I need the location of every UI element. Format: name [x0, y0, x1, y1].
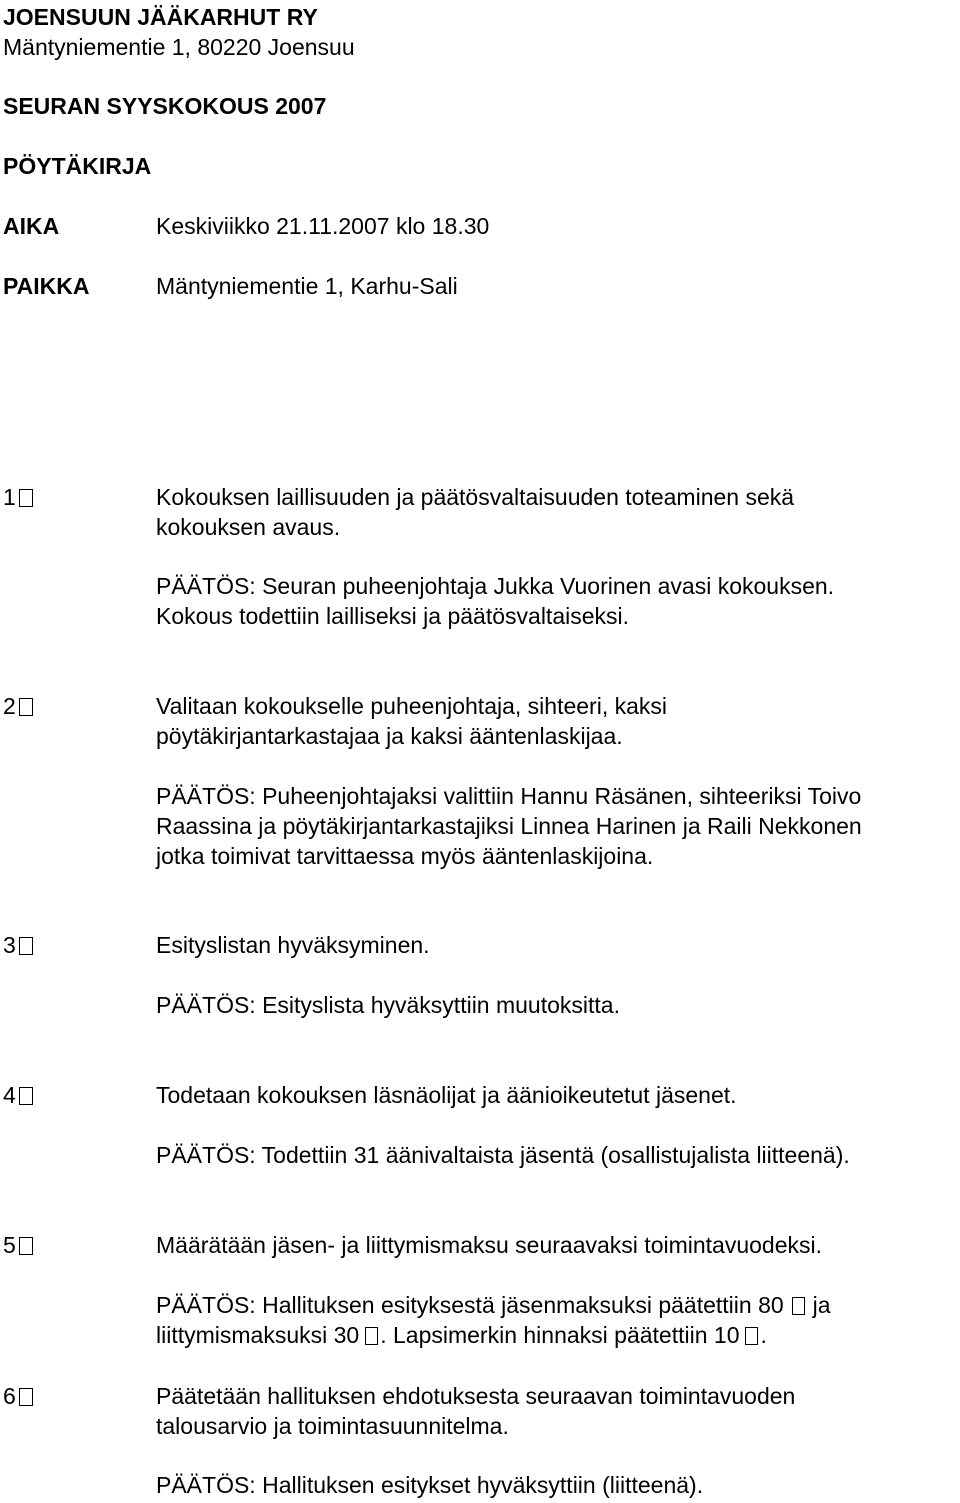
item-number: 6: [3, 1381, 33, 1411]
decision-line: PÄÄTÖS: Seuran puheenjohtaja Jukka Vuorinen avasi kokouksen.: [156, 573, 835, 599]
item-text-line: Esityslistan hyväksyminen.: [156, 932, 430, 958]
section-symbol-icon: [19, 1237, 33, 1255]
place-label: PAIKKA: [3, 273, 90, 299]
decision-line: PÄÄTÖS: Hallituksen esitykset hyväksyttiin (liitteenä).: [156, 1472, 704, 1498]
document-type: PÖYTÄKIRJA: [3, 153, 152, 179]
item-number: 1: [3, 482, 33, 512]
decision-line: PÄÄTÖS: Puheenjohtajaksi valittiin Hannu Räsänen, sihteeriksi Toivo: [156, 783, 862, 809]
meeting-title: SEURAN SYYSKOKOUS 2007: [3, 93, 327, 119]
euro-symbol-icon: [792, 1297, 805, 1315]
organization-address: Mäntyniementie 1, 80220 Joensuu: [3, 34, 355, 60]
decision-line: PÄÄTÖS: Esityslista hyväksyttiin muutoksitta.: [156, 992, 620, 1018]
section-symbol-icon: [19, 1388, 33, 1406]
item-text-line: Päätetään hallituksen ehdotuksesta seuraavan toimintavuoden: [156, 1383, 796, 1409]
decision-line: Kokous todettiin lailliseksi ja päätösvaltaiseksi.: [156, 603, 630, 629]
euro-symbol-icon: [365, 1327, 378, 1345]
decision-line: jotka toimivat tarvittaessa myös ääntenlaskijoina.: [156, 843, 654, 869]
decision-line: Raassina ja pöytäkirjantarkastajiksi Linnea Harinen ja Raili Nekkonen: [156, 813, 862, 839]
item-text-line: Kokouksen laillisuuden ja päätösvaltaisuuden toteaminen sekä: [156, 484, 795, 510]
item-text-line: Valitaan kokoukselle puheenjohtaja, sihteeri, kaksi: [156, 693, 667, 719]
time-label: AIKA: [3, 213, 60, 239]
decision-line: PÄÄTÖS: Hallituksen esityksestä jäsenmaksuksi päätettiin 80 ja: [156, 1292, 831, 1318]
section-symbol-icon: [19, 937, 33, 955]
organization-name: JOENSUUN JÄÄKARHUT RY: [3, 4, 318, 30]
item-text-line: talousarvio ja toimintasuunnitelma.: [156, 1413, 509, 1439]
section-symbol-icon: [19, 698, 33, 716]
item-number: 3: [3, 930, 33, 960]
decision-line: liittymismaksuksi 30 . Lapsimerkin hinnaksi päätettiin 10 .: [156, 1322, 767, 1348]
item-number: 2: [3, 691, 33, 721]
item-text-line: pöytäkirjantarkastajaa ja kaksi ääntenlaskijaa.: [156, 723, 623, 749]
time-value: Keskiviikko 21.11.2007 klo 18.30: [156, 213, 490, 239]
item-number: 4: [3, 1080, 33, 1110]
item-text-line: kokouksen avaus.: [156, 514, 341, 540]
section-symbol-icon: [19, 489, 33, 507]
decision-line: PÄÄTÖS: Todettiin 31 äänivaltaista jäsentä (osallistujalista liitteenä).: [156, 1142, 850, 1168]
item-number: 5: [3, 1230, 33, 1260]
euro-symbol-icon: [745, 1327, 758, 1345]
section-symbol-icon: [19, 1087, 33, 1105]
item-text-line: Todetaan kokouksen läsnäolijat ja äänioikeutetut jäsenet.: [156, 1082, 737, 1108]
item-text-line: Määrätään jäsen- ja liittymismaksu seuraavaksi toimintavuodeksi.: [156, 1232, 823, 1258]
document-header: [3, 2, 355, 62]
place-value: Mäntyniementie 1, Karhu-Sali: [156, 273, 458, 299]
